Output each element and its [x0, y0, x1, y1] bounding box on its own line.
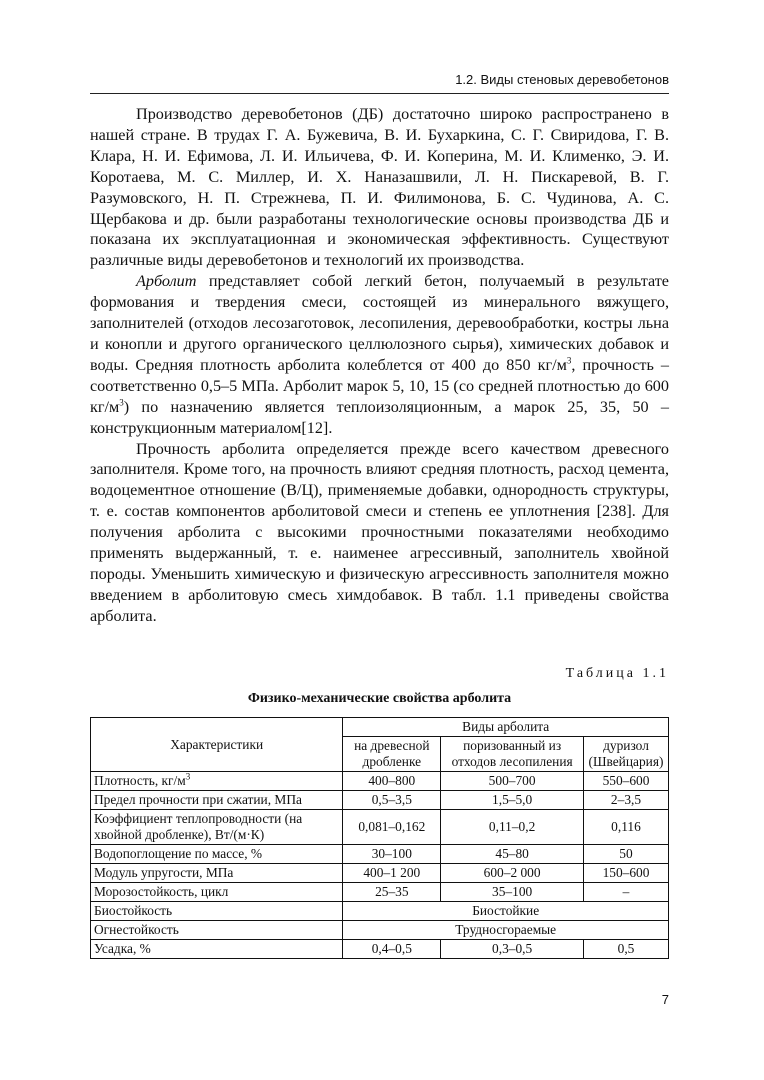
row-name: Коэффициент теплопроводности (на хвойной дробленке), Вт/(м·К): [91, 810, 343, 845]
running-header: 1.2. Виды стеновых деревобетонов: [90, 72, 669, 94]
header-wood-chips: на древесной дробленке: [343, 737, 441, 772]
cell-value: 550–600: [584, 772, 669, 791]
cell-value: 400–800: [343, 772, 441, 791]
paragraph-2-part-c: ) по назначению является теплоизоляционным, а марок 25, 35, 50 – конструкционным материалом[12].: [90, 397, 669, 437]
cell-value: 0,116: [584, 810, 669, 845]
table-row: [91, 772, 669, 791]
row-name: Морозостойкость, цикл: [91, 883, 343, 902]
cell-value: 50: [584, 845, 669, 864]
header-arbolit-types: Виды арболита: [343, 718, 669, 737]
cell-value: 150–600: [584, 864, 669, 883]
cell-value: 0,5–3,5: [343, 791, 441, 810]
superscript-3: 3: [566, 355, 572, 366]
row-name: Предел прочности при сжатии, МПа: [91, 791, 343, 810]
merged-cell-value: Биостойкие: [343, 902, 669, 921]
cell-value: 500–700: [441, 772, 584, 791]
cell-value: 0,5: [584, 940, 669, 959]
row-name-text: Плотность, кг/м: [94, 773, 186, 788]
cell-value: 0,4–0,5: [343, 940, 441, 959]
body-text: [90, 104, 669, 627]
cell-value: 400–1 200: [343, 864, 441, 883]
row-name: Огнестойкость: [91, 921, 343, 940]
cell-value: 600–2 000: [441, 864, 584, 883]
cell-value: 1,5–5,0: [441, 791, 584, 810]
row-name: Биостойкость: [91, 902, 343, 921]
paragraph-2-part-a: представляет собой легкий бетон, получаемый в результате формования и твердения смеси, состоящей из минерального вяжущего, заполнителей (отходов лесозаготовок, лесопиления, деревообработки, костры льна и конопли и другого органического целлюлозного сырья), химических добавок и воды. Средняя плотность арболита колеблется от 400 до 850 кг/м: [90, 272, 669, 374]
header-characteristics: Характеристики: [91, 718, 343, 772]
table-row: [91, 864, 669, 883]
superscript-3: 3: [119, 397, 124, 408]
table-row: [91, 883, 669, 902]
table-row: [91, 810, 669, 845]
cell-value: 0,3–0,5: [441, 940, 584, 959]
table-header-row: [91, 718, 669, 737]
properties-table: [90, 717, 669, 959]
table-row: [91, 902, 669, 921]
paragraph-3: Прочность арболита определяется прежде всего качеством древесного заполнителя. Кроме того, на прочность влияют средняя плотность, расход цемента, водоцементное отношение (В/Ц), применяемые добавки, однородность структуры, т. е. состав компонентов арболитовой смеси и степень ее уплотнения [238]. Для получения арболита с высокими прочностными показателями необходимо применять выдержанный, т. е. наименее агрессивный, заполнитель хвойной породы. Уменьшить химическую и физическую агрессивность заполнителя можно введением в арболитовую смесь химдобавок. В табл. 1.1 приведены свойства арболита.: [90, 439, 669, 625]
cell-value: 0,11–0,2: [441, 810, 584, 845]
cell-value: 45–80: [441, 845, 584, 864]
table-row: [91, 921, 669, 940]
table-number: Таблица 1.1: [565, 666, 669, 681]
cell-value: 35–100: [441, 883, 584, 902]
cell-value: –: [584, 883, 669, 902]
paragraph-2-part-b: , прочность – соответственно 0,5–5 МПа. Арболит марок 5, 10, 15 (со средней плотностью до 600 кг/м: [90, 355, 669, 416]
table-title: Физико-механические свойства арболита: [247, 691, 512, 706]
paragraph-1: Производство деревобетонов (ДБ) достаточно широко распространено в нашей стране. В трудах Г. А. Бужевича, В. И. Бухаркина, С. Г. Свиридова, Г. В. Клара, Н. И. Ефимова, Л. И. Ильичева, Ф. И. Коперина, М. И. Клименко, Э. И. Коротаева, М. С. Миллер, И. Х. Наназашвили, Л. Н. Пискаревой, В. Г. Разумовского, Н. П. Стрежнева, П. И. Филимонова, Б. С. Чудинова, А. С. Щербакова и др. были разработаны технологические основы производства ДБ и показана их эксплуатационная и экономическая эффективность. Существуют различные виды деревобетонов и технологий их производства.: [90, 105, 669, 270]
row-name: Усадка, %: [91, 940, 343, 959]
table-row: [91, 940, 669, 959]
table-row: [91, 845, 669, 864]
table-row: [91, 791, 669, 810]
cell-value: 30–100: [343, 845, 441, 864]
row-name: Водопоглощение по массе, %: [91, 845, 343, 864]
header-porous: поризованный из отходов лесопиления: [441, 737, 584, 772]
paragraph-2: [90, 271, 669, 438]
row-name: [91, 772, 343, 791]
cell-value: 0,081–0,162: [343, 810, 441, 845]
cell-value: 2–3,5: [584, 791, 669, 810]
page-number: 7: [661, 992, 669, 1007]
merged-cell-value: Трудносгораемые: [343, 921, 669, 940]
header-durisol: дуризол (Швейцария): [584, 737, 669, 772]
row-name: Модуль упругости, МПа: [91, 864, 343, 883]
superscript-3: 3: [185, 771, 191, 782]
term-arbolit: Арболит: [136, 272, 197, 291]
cell-value: 25–35: [343, 883, 441, 902]
